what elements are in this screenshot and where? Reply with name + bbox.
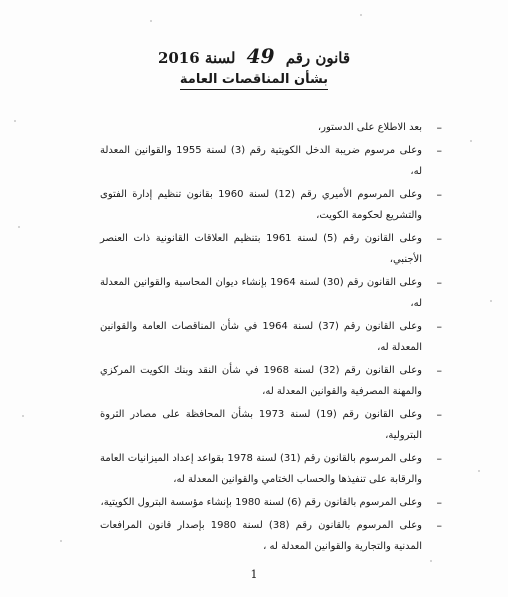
scan-speck bbox=[18, 226, 20, 228]
law-number: 49 bbox=[246, 44, 275, 68]
law-subtitle-text: بشأن المناقصات العامة bbox=[180, 72, 328, 90]
scan-speck bbox=[430, 560, 432, 562]
scan-speck bbox=[22, 415, 24, 417]
preamble-clause: – وعلى القانون رقم (5) لسنة 1961 بتنظيم العلاقات القانونية ذات العنصر الأجنبي، bbox=[100, 228, 422, 270]
law-title-prefix: قانون رقم bbox=[285, 49, 351, 67]
law-year: لسنة 2016 bbox=[157, 49, 236, 67]
law-subtitle bbox=[0, 72, 508, 87]
preamble-clause: – وعلى المرسوم بالقانون رقم (38) لسنة 1980 بإصدار قانون المرافعات المدنية والتجارية والقوانين المعدلة له ، bbox=[100, 515, 422, 557]
law-title bbox=[0, 44, 508, 68]
preamble-clause: – وعلى القانون رقم (19) لسنة 1973 بشأن المحافظة على مصادر الثروة البترولية، bbox=[100, 404, 422, 446]
preamble-clause: – وعلى المرسوم بالقانون رقم (6) لسنة 1980 بإنشاء مؤسسة البترول الكويتية، bbox=[100, 492, 422, 513]
scan-speck bbox=[478, 470, 480, 472]
preamble-clause: – بعد الاطلاع على الدستور، bbox=[100, 117, 422, 138]
preamble-clause: – وعلى مرسوم ضريبة الدخل الكويتية رقم (3) لسنة 1955 والقوانين المعدلة له، bbox=[100, 140, 422, 182]
scan-speck bbox=[490, 300, 492, 302]
preamble-clause: – وعلى المرسوم بالقانون رقم (31) لسنة 1978 بقواعد إعداد الميزانيات العامة والرقابة على تنفيذها والحساب الختامي والقوانين المعدلة له، bbox=[100, 448, 422, 490]
preamble-clause: – وعلى القانون رقم (30) لسنة 1964 بإنشاء ديوان المحاسبة والقوانين المعدلة له، bbox=[100, 272, 422, 314]
scan-speck bbox=[360, 14, 362, 16]
preamble-clause: – وعلى القانون رقم (32) لسنة 1968 في شأن النقد وبنك الكويت المركزي والمهنة المصرفية والقوانين المعدلة له، bbox=[100, 360, 422, 402]
scan-speck bbox=[14, 120, 16, 122]
preamble-clauses bbox=[100, 117, 422, 559]
preamble-clause: – وعلى المرسوم الأميري رقم (12) لسنة 1960 بقانون تنظيم إدارة الفتوى والتشريع لحكومة الكويت، bbox=[100, 184, 422, 226]
page-number: 1 bbox=[250, 568, 258, 581]
scan-speck bbox=[150, 20, 152, 22]
scan-speck bbox=[470, 140, 472, 142]
scan-speck bbox=[60, 540, 62, 542]
preamble-clause: – وعلى القانون رقم (37) لسنة 1964 في شأن المناقصات العامة والقوانين المعدلة له، bbox=[100, 316, 422, 358]
